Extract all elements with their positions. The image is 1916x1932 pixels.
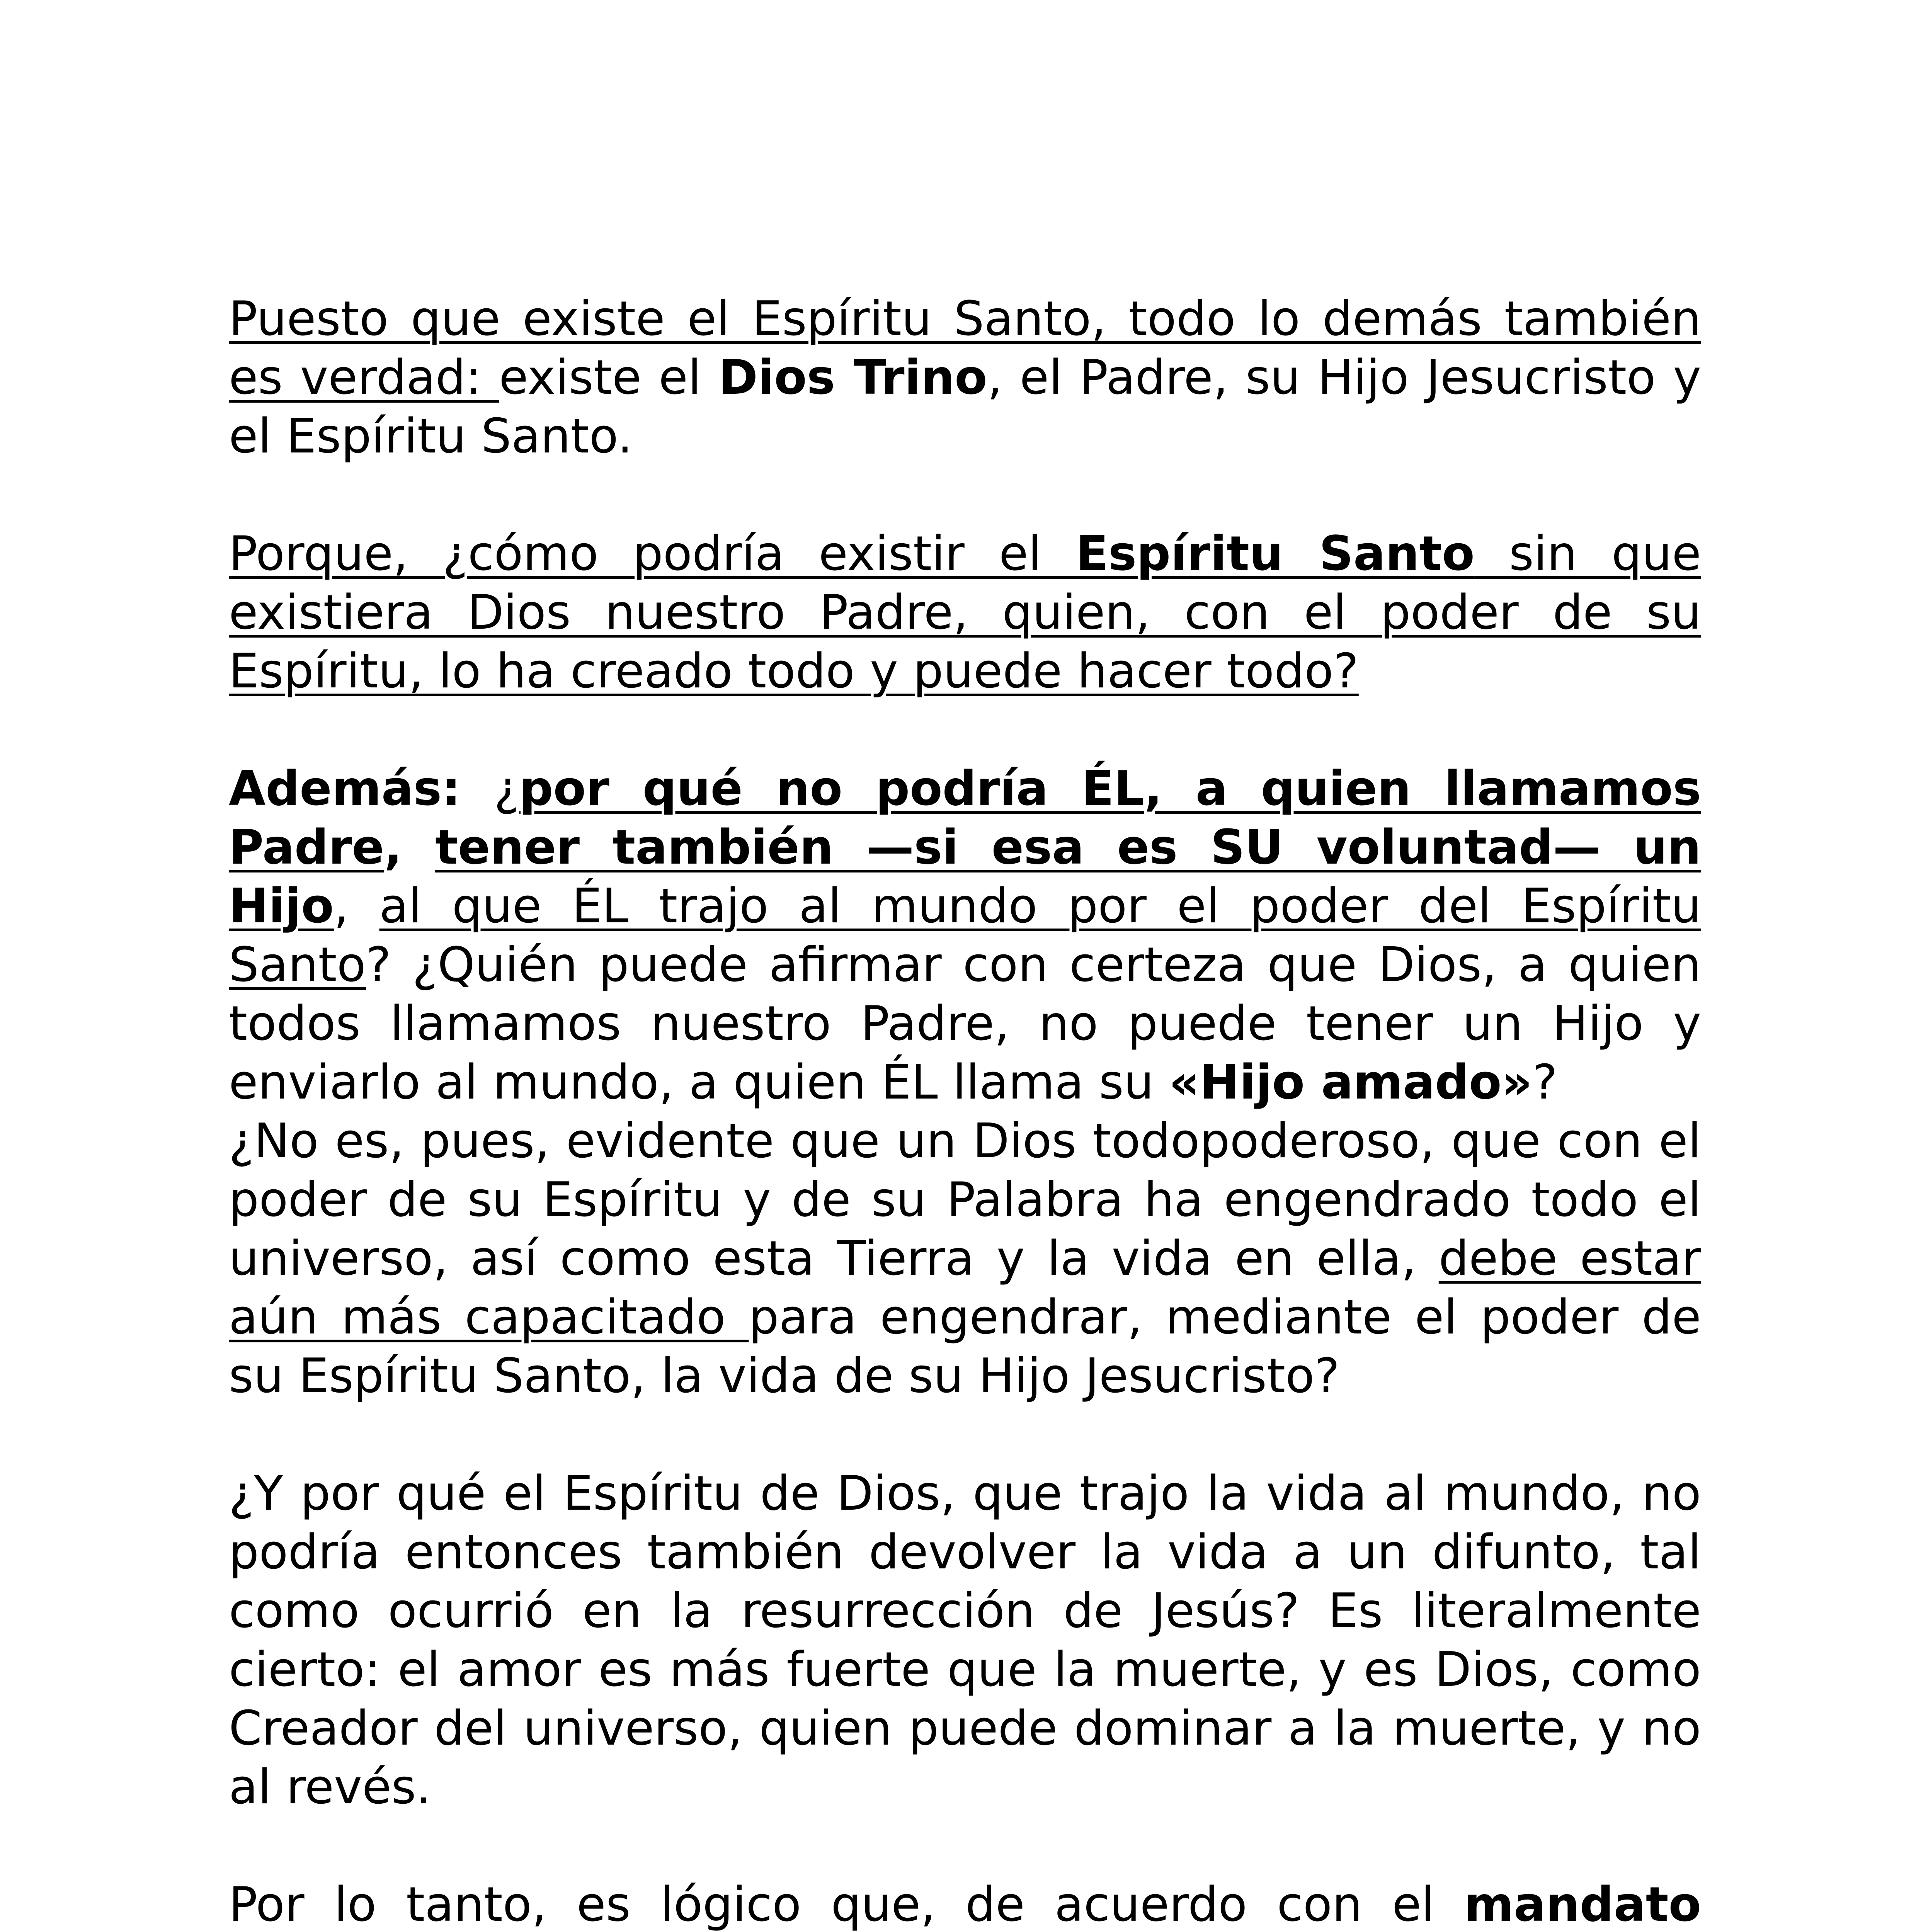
text-run: ¿ [494, 761, 519, 816]
text-run: para engendrar, mediante el poder de su Espíritu Santo, la vida de su Hijo Jesucristo? [229, 1290, 1701, 1404]
underlined-text: sin que existiera Dios nuestro Padre, quien, con el poder de su Espíritu, lo ha creado todo y puede hacer todo? [229, 526, 1701, 699]
text-run: , el Padre, su Hijo Jesucristo y el Espíritu Santo. [229, 350, 1701, 464]
document-body [229, 290, 1701, 1932]
bold-text: «Hijo amado» [1169, 1055, 1533, 1110]
text-run: existe el [499, 350, 719, 405]
text-run: , [334, 879, 379, 934]
paragraph-6 [229, 1876, 1701, 1932]
paragraph-1 [229, 290, 1701, 466]
text-run: ? [1532, 1055, 1558, 1110]
bold-text: mandato [1464, 1877, 1701, 1932]
text-run: Por lo tanto, es lógico que, de acuerdo con el [229, 1877, 1464, 1932]
underlined-text: al que ÉL trajo al mundo por el poder del Espíritu Santo [229, 879, 1701, 993]
underlined-text: debe estar aún más capacitado [229, 1231, 1701, 1345]
bold-underlined-text: por qué no podría ÉL, a quien llamamos Padre [229, 761, 1701, 875]
bold-text: , [384, 820, 436, 875]
bold-underlined-text: Espíritu Santo [1075, 526, 1475, 582]
bold-text: Además: [229, 761, 494, 816]
paragraph-3 [229, 760, 1701, 1112]
bold-underlined-text: tener también —si esa es SU voluntad— un Hijo [229, 820, 1701, 934]
bold-text: Dios Trino [718, 350, 987, 405]
underlined-text: Puesto que existe el Espíritu Santo, todo lo demás también es verdad: [229, 291, 1701, 405]
paragraph-5 [229, 1464, 1701, 1817]
underlined-text: Porque, ¿cómo podría existir el [229, 526, 1076, 582]
text-run: ¿No es, pues, evidente que un Dios todopoderoso, que con el poder de su Espíritu y de su Palabra ha engendrado todo el universo, así como esta Tierra y la vida en ella, [229, 1114, 1701, 1286]
text-run: ? ¿Quién puede afirmar con certeza que Dios, a quien todos llamamos nuestro Padre, no puede tener un Hijo y enviarlo al mundo, a quien ÉL llama su [229, 937, 1701, 1110]
paragraph-4 [229, 1112, 1701, 1406]
text-run: ¿Y por qué el Espíritu de Dios, que trajo la vida al mundo, no podría entonces también devolver la vida a un difunto, tal como ocurrió en la resurrección de Jesús? Es literalmente cierto: el amor es más fuerte que la muerte, y es Dios, como Creador del universo, quien puede dominar a la muerte, y no al revés. [229, 1466, 1701, 1815]
paragraph-2 [229, 525, 1701, 701]
